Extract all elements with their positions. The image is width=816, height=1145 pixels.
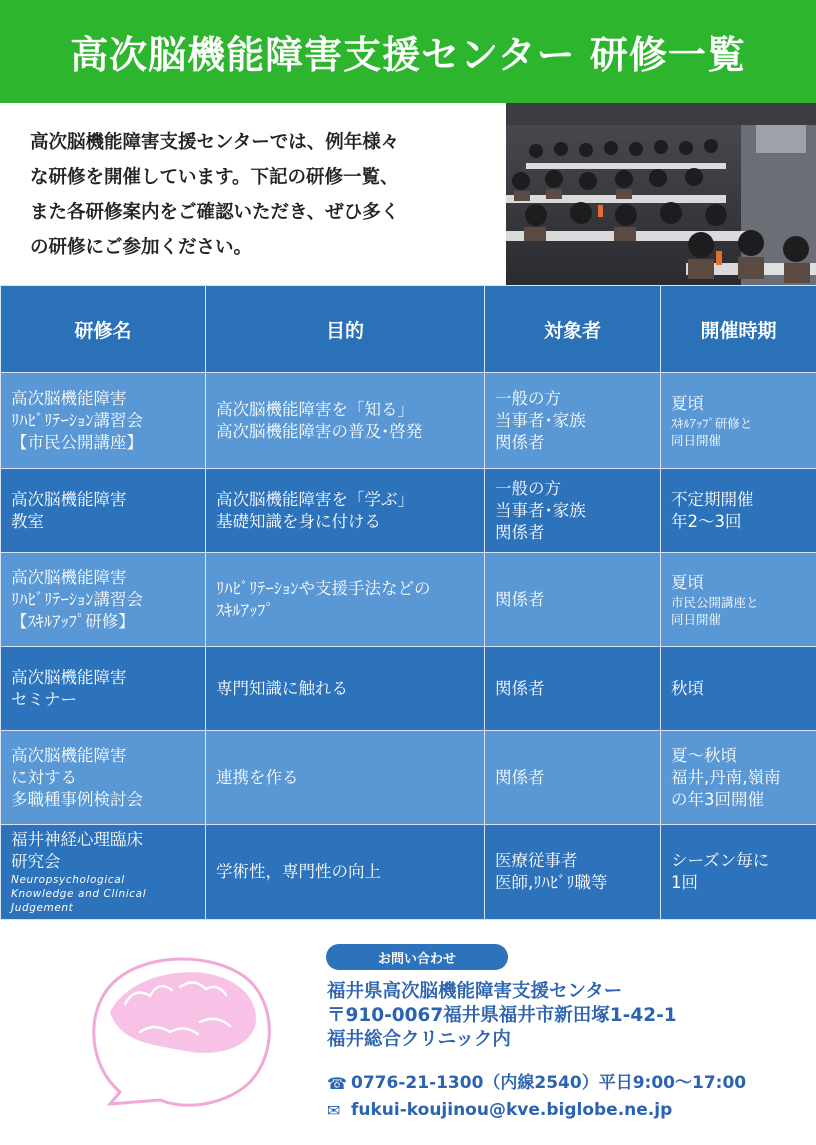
target-line: 関係者 (495, 432, 545, 452)
brain-logo-icon (80, 942, 280, 1122)
training-purpose (206, 469, 485, 553)
intro-line: また各研修案内をご確認いただき、ぜひ多く (30, 202, 400, 223)
table-header-row (1, 286, 816, 373)
training-schedule (661, 469, 816, 553)
schedule-main: 夏～秋頃 (671, 745, 737, 765)
training-target (485, 469, 661, 553)
schedule-main: 夏頃 (671, 572, 704, 592)
training-target (485, 553, 661, 647)
schedule-main: 不定期開催 (671, 489, 754, 509)
target-line: 関係者 (495, 767, 545, 787)
table-row (1, 469, 816, 553)
email-line[interactable] (327, 1097, 746, 1124)
purpose-line: 専門知識に触れる (216, 678, 348, 698)
training-purpose (206, 731, 485, 825)
target-line: 関係者 (495, 522, 545, 542)
training-purpose (206, 373, 485, 469)
name-line: 【ｽｷﾙｱｯﾌﾟ研修】 (11, 611, 135, 631)
contact-address-block (327, 980, 677, 1052)
purpose-line: 高次脳機能障害を「知る」 (216, 399, 414, 419)
training-name (1, 373, 206, 469)
training-name (1, 647, 206, 731)
name-line: 【市民公開講座】 (11, 432, 143, 452)
purpose-line: 高次脳機能障害を「学ぶ」 (216, 489, 414, 509)
target-line: 当事者･家族 (495, 410, 586, 430)
table-row (1, 825, 816, 920)
mail-icon: ✉ (327, 1101, 341, 1120)
page-title: 高次脳機能障害支援センター 研修一覧 (70, 33, 746, 77)
intro-section (0, 103, 506, 285)
training-name (1, 553, 206, 647)
postal-address: 〒910-0067福井県福井市新田塚1-42-1 (327, 1005, 677, 1026)
name-line: セミナー (11, 689, 77, 709)
training-purpose (206, 647, 485, 731)
training-schedule (661, 553, 816, 647)
training-purpose (206, 825, 485, 920)
purpose-line: ｽｷﾙｱｯﾌﾟ (216, 600, 274, 620)
org-name: 福井県高次脳機能障害支援センター (327, 981, 623, 1002)
phone-icon: ☎ (327, 1074, 347, 1093)
target-line: 一般の方 (495, 478, 561, 498)
purpose-line: 連携を作る (216, 767, 299, 787)
target-line: 関係者 (495, 678, 545, 698)
schedule-note: ｽｷﾙｱｯﾌﾟ研修と (671, 415, 753, 431)
training-schedule (661, 647, 816, 731)
name-line: 高次脳機能障害 (11, 567, 127, 587)
table-row (1, 373, 816, 469)
schedule-main: 年2～3回 (671, 511, 742, 531)
name-english-line: Neuropsychological (11, 874, 125, 886)
table-row (1, 731, 816, 825)
table-row (1, 647, 816, 731)
column-header-when: 開催時期 (661, 286, 816, 373)
schedule-main: 夏頃 (671, 393, 704, 413)
schedule-main: シーズン毎に (671, 851, 770, 870)
contact-info-block (327, 1070, 746, 1124)
training-purpose (206, 553, 485, 647)
column-header-name: 研修名 (1, 286, 206, 373)
name-line: 高次脳機能障害 (11, 388, 127, 408)
building-name: 福井総合クリニック内 (327, 1029, 511, 1050)
training-target (485, 647, 661, 731)
table-row (1, 553, 816, 647)
name-line: 高次脳機能障害 (11, 489, 127, 509)
schedule-main: 福井,丹南,嶺南 (671, 767, 781, 787)
contact-badge: お問い合わせ (326, 944, 508, 970)
target-line: 医療従事者 (495, 851, 578, 870)
footer-section (0, 922, 816, 1145)
name-line: 教室 (11, 511, 44, 531)
training-name (1, 731, 206, 825)
schedule-main: の年3回開催 (671, 789, 764, 809)
intro-line: の研修にご参加ください。 (30, 237, 253, 258)
name-english-line: Knowledge and Clinical (11, 888, 147, 900)
training-schedule (661, 731, 816, 825)
schedule-note: 同日開催 (671, 432, 722, 448)
name-line: ﾘﾊﾋﾞﾘﾃｰｼｮﾝ講習会 (11, 410, 143, 430)
name-line: 多職種事例検討会 (11, 789, 143, 809)
name-line: 高次脳機能障害 (11, 745, 127, 765)
column-header-target: 対象者 (485, 286, 661, 373)
name-english-line: Judgement (11, 902, 74, 914)
purpose-line: 高次脳機能障害の普及･啓発 (216, 421, 423, 441)
training-schedule (661, 825, 816, 920)
schedule-main: 秋頃 (671, 678, 704, 698)
target-line: 関係者 (495, 589, 545, 609)
purpose-line: 基礎知識を身に付ける (216, 511, 381, 531)
target-line: 当事者･家族 (495, 500, 586, 520)
seminar-photo-image (506, 103, 816, 285)
intro-text (30, 125, 488, 265)
email-link[interactable]: fukui-koujinou@kve.biglobe.ne.jp (351, 1100, 673, 1120)
training-target (485, 373, 661, 469)
schedule-note: 同日開催 (671, 611, 722, 627)
center-logo (80, 942, 280, 1122)
purpose-line: ﾘﾊﾋﾞﾘﾃｰｼｮﾝや支援手法などの (216, 578, 431, 598)
name-line: 高次脳機能障害 (11, 667, 127, 687)
intro-line: 高次脳機能障害支援センターでは、例年様々 (30, 132, 400, 153)
name-line: ﾘﾊﾋﾞﾘﾃｰｼｮﾝ講習会 (11, 589, 143, 609)
purpose-line: 学術性，専門性の向上 (216, 862, 381, 881)
training-target (485, 731, 661, 825)
schedule-main: 1回 (671, 873, 698, 892)
target-line: 医師,ﾘﾊﾋﾞﾘ職等 (495, 873, 608, 892)
name-line: に対する (11, 767, 77, 787)
seminar-photo (506, 103, 816, 285)
name-line: 研究会 (11, 852, 61, 871)
training-name (1, 825, 206, 920)
schedule-note: 市民公開講座と (671, 594, 759, 610)
column-header-purpose: 目的 (206, 286, 485, 373)
phone-text: 0776-21-1300（内線2540）平日9:00～17:00 (351, 1073, 747, 1093)
intro-line: な研修を開催しています。下記の研修一覧、 (30, 167, 399, 188)
training-target (485, 825, 661, 920)
phone-line (327, 1070, 746, 1097)
training-name (1, 469, 206, 553)
target-line: 一般の方 (495, 388, 561, 408)
training-schedule (661, 373, 816, 469)
name-line: 福井神経心理臨床 (11, 830, 143, 849)
training-table (0, 285, 816, 920)
page-header (0, 0, 816, 103)
